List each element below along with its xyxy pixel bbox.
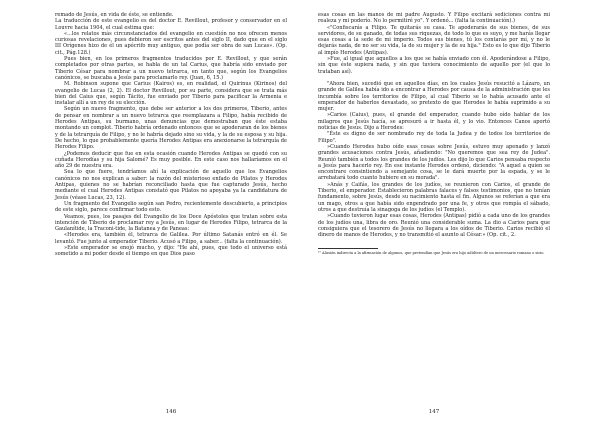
page-number-left: 146 (165, 409, 177, 415)
quote-paragraph: »Este emperador se enojó mucho, y dijo: "He ahí, pues, que todo el universo está sometido a mi poder desde el tiempo en que Dios paso (55, 244, 287, 258)
paragraph: Veamos, pues, los pasajes del Evangelio de los Doce Apóstoles que tratan sobre esta intención de Tiberio de proclamar rey a Jesús, en lugar de Herodes Filipo, tetrarca de la Gaulanítide, la Traconi-tide, la Batanea y de Paneas: (55, 213, 287, 233)
quote-paragraph: «...los relatos más circunstanciados del evangelio en cuestión no nos ofrecen menos curiosas revelaciones, pues debieron ser escritos antes del siglo II, dado que en el siglo III Orígenes hizo de él un apócrifo muy antiguo, que podía ser obra de san Lucas». (Op. cit., Pág.128.) (55, 30, 287, 56)
quote-paragraph: »Cuando Herodes hubo oído esas cosas sobre Jesús, estuvo muy apenado y lanzó grandes acusaciones contra Jesús, añadiendo: "No queremos que sea rey de Judea". Reunió también a todos los grandes de los judíos. Les dijo lo que Carios pensaba respecto a Jesús para hacerlo rey. En ese instante Herodes ordenó, diciendo: "A aquel a quien se encontrare consintiendo a semejante cosa, se le dará muerte por la espada, y se le arrebatará todo cuanto hubiere en su morada". (318, 143, 550, 182)
paragraph: ¿Podemos deducir que fue en esta ocasión cuando Herodes Antipas se quedó con su cuñada Herodías y su hija Salomé? Es muy posible. En este caso nos hallaríamos en el año 29 de nuestra era. (55, 150, 287, 170)
right-page-text (318, 12, 550, 238)
quote-paragraph: "Éste es digno de ser nombrado rey de toda la Judea y de todos los territorios de Filipo". (318, 131, 550, 144)
left-page (55, 12, 287, 416)
quote-paragraph: »Anás y Caifás, los grandes de los judíos, se reunieron con Carios, el grande de Tiberio, el emperador. Establecieron palabras falaces y falsos testimonios, que no tenían fundamento, sobre Jesús, desde su nacimiento hasta el fin. Algunos se referían a que era un mago, otros a que había sido engendrado por una fe, y otros que rompía el sábado, otros a que destruía la sinagoga de los judíos (el Templo). (318, 181, 550, 213)
quote-paragraph: »Cuando tuvieron lugar esas cosas, Herodes (Antipas) pidió a cada uno de los grandes de los judíos una, libra de oro. Reunió una considerable suma. La dio a Carios para que consiguiera que el tesorero de Jesús no llegara a los oídos de Tiberio. Carios recibió el dinero de manos de Herodes, y no transmitió el asunto al César.» (Op. cit., 2. (318, 213, 550, 239)
footnote: ¹⁰ Alusión indirecta a la afirmación de algunos, que pretendían que Jesús era hijo adúltero de un mercenario romano o sirio. (318, 251, 545, 256)
quote-paragraph: "Ahora bien, sucedió que en aquellos días, en los cuales Jesús resucitó a Lázaro, un grande de Galilea había ido a encontrar a Herodes por causa de la administración que les incumbía sobre los territorios de Filipo, al cual Tiberio se lo había acusado ante el emperador de haberlos devastado, so pretexto de que Herodes le había suprimido a su mujer. (318, 80, 550, 113)
paragraph: La traducción de este evangelio es del doctor E. Revillout, profesor y conservador en el Louvre hacia 1904, el cual estima que: (55, 18, 287, 31)
paragraph: Según un nuevo fragmento, que debe ser anterior a los dos primeros, Tiberio, antes de pensar en nombrar a un nuevo tetrarca que reemplazara a Filipo, había recibido de Herodes Antipas, su burmano, unas denuncias que demostraban que éste estaba montando un complot. Tiberio habría ordenado entonces que se apoderaran de los bienes y de la tetrarquía de Filipo, y no le habría dejado sino su vida, y la de su esposa y su hija. De hecho, lo que probablemente quería Herodes Antipas era anexionarse la tetrarquía de Herodes Filipo. (55, 106, 287, 151)
paragraph: Sea lo que fuere, tendríamos ahí la explicación de aquello que los Evangelios canónicos no nos explican a saber: la razón del misterioso enfado de Pilatos y Herodes Antipas, quienes no se habrían reconciliado hasta que fue capturado Jesús, hecho mediante el cual Herodes Antipas constató que Pilatos no apoyaba ya la candidatura de Jesús (véase Lucas, 23, 12). (55, 169, 287, 201)
paragraph: Un fragmento del Evangelio según san Pedro, recientemente descubierto, a principios de este siglo, parece confirmar todo esto. (55, 200, 287, 214)
quote-paragraph: »Carios (Caius), pues, el grande del emperador, cuando hubo oído hablar de los milagros que Jesús hacía, se apresuró a ir hasta él, y lo vio. Entonces Canos aportó noticias de Jesús. Dijo a Herodes: (318, 112, 550, 132)
quote-paragraph: «Herodes era, también él, tetrarca de Galilea. Por último Satanás entró en él. Se levantó. Fue junto al emperador Tiberio. Acusó a Filipo, a saber... (falta la continuación). (55, 232, 287, 245)
paragraph: esas cosas en las manos de mi padre Augusto. Y Filipo excitará sediciones contra mi realeza y mi poderío. No lo permitiré yo". Y ordenó... (falta la continuación).) (318, 12, 550, 25)
left-page-text (55, 12, 287, 258)
quote-paragraph: «"Confiscarás a Filipo. Te quitarás su casa. Te apoderarás de sus bienes, de sus servidores, de su ganado, de todas sus riquezas, de todo lo que es suyo, y me harás llegar esas cosas a la sede de mi imperio. Todos sus bienes, tú los contarás por mí, y no le dejarás nada, de no ser su vida, la de su mujer y la de su hija." Esto es lo que dijo Tiberio al impío Herodes (Antipas). (318, 24, 550, 56)
page-number-right: 147 (428, 409, 440, 415)
paragraph: M. Robinson supone que Carius (Kairos) es, en realidad, el Quirinus (Kirinos) del evangelio de Lucas (2, 2). El doctor Revillout, por su parte, considera que se trata más bien del Caius que, según Tácito, fue enviado por Tiberio para pacificar la Armenia e instalar allí a un rey de su elección. (55, 81, 287, 107)
quote-paragraph: »Fue, al igual que aquellos a los que se había enviado con él. Apoderándose a Filipo, sin que éste supiera nada, y sin que tuviera conocimiento de aquello por (el que lo trataban así). (318, 56, 550, 75)
paragraph: remado de Jesús, en vida de éste, se entiende. (55, 12, 174, 18)
footnote-divider (318, 248, 378, 249)
paragraph: Pues bien, en los primeros fragmentos traducidos por E. Revillout, y que serán completados por otras partes, se habla de un tal Carius, que habría sido enviado por Tiberio César para nombrar a un nuevo tetrarca, en tanto que, según los Evangelios canónicos, se buscaba a Jesús para proclamarlo rey. (Juan, 6, 15.) (55, 56, 287, 81)
right-page (318, 12, 550, 416)
